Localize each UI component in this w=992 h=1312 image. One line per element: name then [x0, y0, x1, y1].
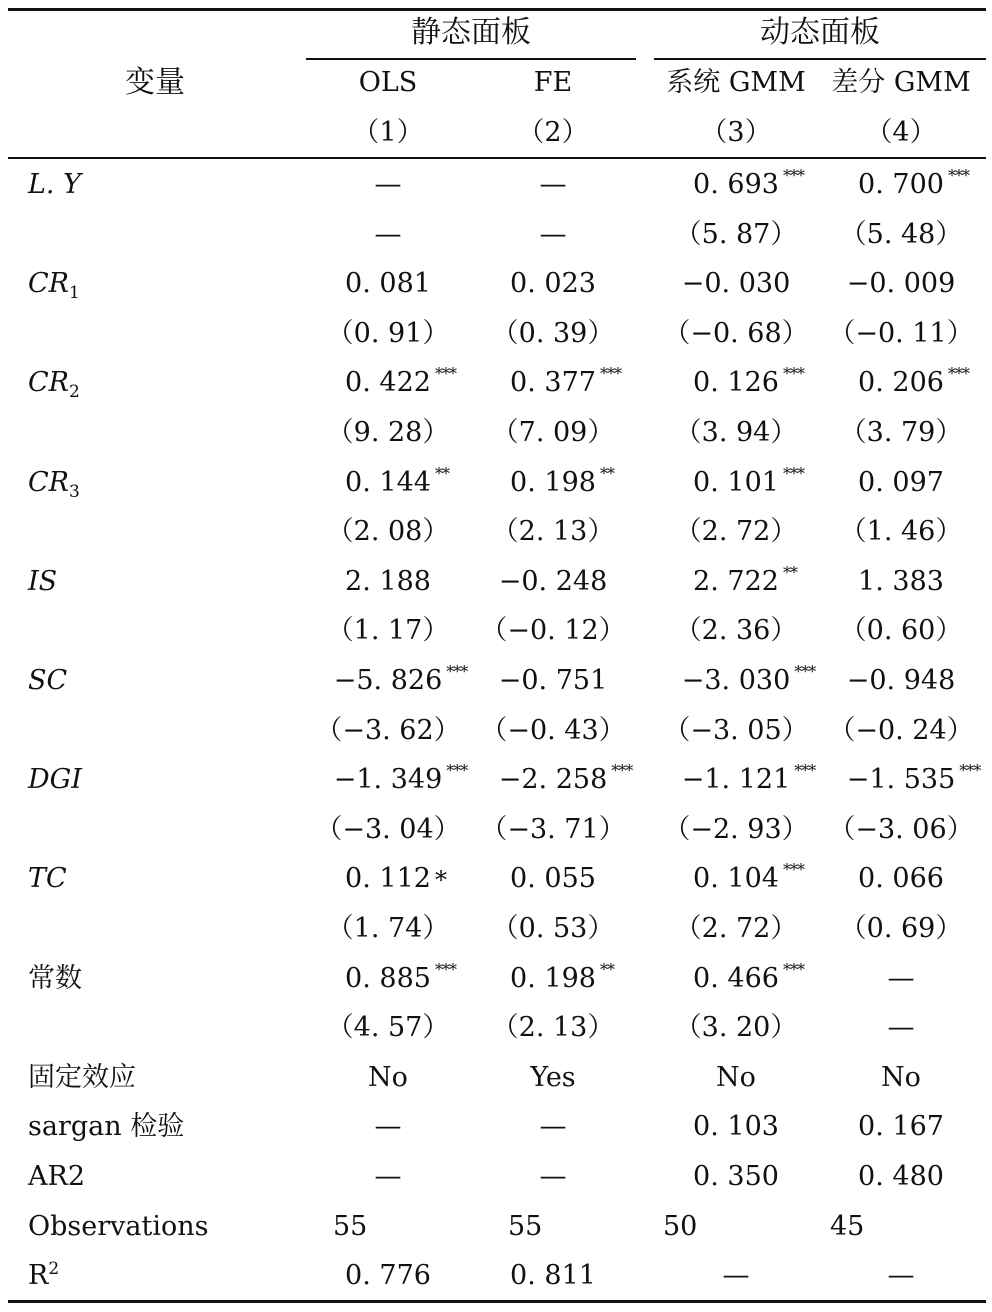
significance-stars: *** — [782, 463, 804, 483]
table-cell: 0. 206 — [858, 367, 944, 399]
header-rule — [8, 157, 986, 159]
static-group-rule — [306, 58, 636, 60]
row-label — [28, 664, 67, 698]
table-cell: （−0. 12） — [480, 615, 626, 647]
table-cell: （2. 13） — [491, 1012, 615, 1044]
row-label-text: 固定效应 — [28, 1061, 136, 1093]
row-label — [28, 1061, 136, 1095]
significance-stars: *** — [611, 761, 633, 781]
significance-stars: *** — [947, 364, 969, 384]
row-label — [28, 1210, 209, 1244]
table-cell: 0. 104 — [693, 863, 779, 895]
row-label-superscript: 2 — [48, 1259, 60, 1280]
table-cell: （2. 08） — [326, 516, 450, 548]
table-cell: （3. 20） — [674, 1012, 798, 1044]
table-cell: （0. 53） — [491, 913, 615, 944]
table-cell: （0. 69） — [839, 913, 963, 944]
row-label — [28, 366, 80, 403]
table-cell: −3. 030 — [681, 665, 791, 696]
table-cell: （−2. 93） — [663, 813, 809, 845]
row-label-text: L. Y — [28, 169, 81, 200]
table-cell: 0. 377 — [510, 367, 596, 399]
table-cell: 45 — [830, 1210, 865, 1242]
table-cell: （−3. 05） — [663, 714, 809, 746]
header-group-dynamic: 动态面板 — [760, 15, 880, 50]
table-cell: 0. 101 — [693, 466, 779, 498]
table-cell: （−0. 11） — [828, 317, 974, 349]
header-num-1: （1） — [352, 117, 424, 148]
header-col-1: OLS — [358, 67, 418, 98]
row-label — [28, 466, 80, 500]
table-cell: （7. 09） — [491, 417, 615, 448]
header-num-4: （4） — [865, 117, 937, 148]
table-cell: 0. 350 — [693, 1161, 779, 1192]
table-cell: （−3. 06） — [828, 813, 974, 845]
table-cell: （0. 39） — [491, 317, 615, 349]
row-label-subscript: 3 — [69, 481, 80, 502]
row-label-text: SC — [28, 665, 68, 696]
row-label-text: sargan 检验 — [28, 1111, 185, 1143]
table-cell: 50 — [663, 1210, 698, 1242]
row-label-text: IS — [28, 565, 58, 597]
row-label-text: CR — [28, 268, 69, 300]
table-cell: 0. 422 — [345, 367, 431, 399]
row-label — [28, 1259, 59, 1293]
table-cell: （−0. 24） — [828, 714, 974, 746]
table-cell: — — [539, 169, 567, 200]
table-cell: 0. 466 — [693, 962, 779, 994]
table-cell: −1. 349 — [333, 764, 443, 796]
table-cell: −1. 535 — [846, 764, 956, 796]
table-cell: （1. 46） — [839, 516, 963, 548]
table-cell: 0. 693 — [693, 169, 779, 200]
row-label — [28, 962, 82, 996]
table-cell: 0. 103 — [693, 1111, 779, 1143]
table-cell: — — [539, 1111, 567, 1143]
table-cell: （9. 28） — [326, 417, 450, 448]
row-label-text: Observations — [28, 1210, 209, 1242]
header-col-3: 系统 GMM — [666, 67, 806, 98]
row-label-text: 常数 — [28, 962, 82, 994]
table-cell: （2. 36） — [674, 615, 798, 647]
table-cell: 0. 198 — [510, 466, 596, 498]
table-cell: 0. 776 — [345, 1260, 431, 1292]
table-cell: — — [539, 1161, 567, 1192]
table-cell: （5. 87） — [674, 218, 798, 250]
significance-stars: ** — [599, 463, 614, 483]
top-rule — [8, 8, 986, 11]
table-cell: 0. 097 — [858, 466, 944, 498]
table-cell: （4. 57） — [326, 1012, 450, 1044]
table-cell: 55 — [333, 1210, 368, 1242]
header-col-4: 差分 GMM — [831, 67, 971, 98]
table-cell: −0. 030 — [681, 268, 791, 300]
table-cell: 0. 081 — [345, 268, 431, 300]
table-cell: （−3. 62） — [315, 714, 461, 746]
significance-stars: *** — [782, 364, 804, 384]
table-cell: 0. 066 — [858, 863, 944, 895]
table-cell: 0. 198 — [510, 962, 596, 994]
table-cell: −2. 258 — [498, 764, 608, 796]
table-cell: 0. 700 — [858, 169, 944, 200]
table-cell: （2. 72） — [674, 913, 798, 944]
table-cell: 0. 885 — [345, 962, 431, 994]
significance-stars: *** — [794, 761, 816, 781]
significance-stars: *** — [446, 662, 468, 681]
table-cell: （0. 91） — [326, 317, 450, 349]
table-cell: — — [887, 1012, 915, 1044]
table-cell: 0. 144 — [345, 466, 431, 498]
table-cell: −1. 121 — [681, 764, 791, 796]
row-label — [28, 862, 67, 896]
table-cell: — — [374, 169, 402, 200]
table-cell: −0. 948 — [846, 665, 956, 696]
table-cell: （5. 48） — [839, 218, 963, 250]
significance-stars: ** — [434, 463, 449, 483]
row-label — [28, 763, 82, 797]
table-cell: 55 — [508, 1210, 543, 1242]
row-label — [28, 1160, 85, 1194]
table-cell: Yes — [530, 1061, 576, 1093]
table-cell: 2. 188 — [345, 565, 431, 597]
table-cell: No — [881, 1061, 921, 1093]
table-cell: （3. 79） — [839, 417, 963, 448]
significance-stars: *** — [947, 166, 969, 185]
significance-stars: *** — [599, 364, 621, 384]
significance-stars: *** — [434, 364, 456, 384]
significance-stars: *** — [782, 860, 804, 880]
table-cell: （1. 74） — [326, 913, 450, 944]
table-cell: （−3. 04） — [315, 813, 461, 845]
table-cell: No — [368, 1061, 408, 1093]
significance-stars: *** — [782, 959, 804, 979]
significance-stars: *** — [782, 166, 804, 185]
table-cell: 0. 055 — [510, 863, 596, 895]
table-cell: 0. 126 — [693, 367, 779, 399]
table-cell: （0. 60） — [839, 615, 963, 647]
table-cell: −0. 248 — [498, 565, 608, 597]
table-cell: — — [722, 1260, 750, 1292]
row-label — [28, 1110, 184, 1144]
row-label-text: CR — [28, 466, 69, 498]
table-cell: 0. 811 — [510, 1260, 596, 1292]
regression-table — [8, 0, 986, 1312]
significance-stars: *** — [434, 959, 456, 979]
table-cell: 0. 112 — [345, 863, 431, 895]
table-cell: 0. 023 — [510, 268, 596, 300]
dynamic-group-rule — [654, 58, 986, 60]
row-label-subscript: 1 — [69, 283, 80, 304]
significance-stars: ** — [599, 959, 614, 979]
header-col-2: FE — [533, 67, 573, 98]
table-cell: −0. 009 — [846, 268, 956, 300]
row-label-subscript: 2 — [69, 382, 80, 403]
table-cell: （1. 17） — [326, 615, 450, 647]
table-cell: （2. 72） — [674, 516, 798, 548]
table-cell: （−3. 71） — [480, 813, 626, 845]
row-label — [28, 565, 57, 599]
significance-stars: ** — [782, 562, 797, 582]
significance-stars: * — [434, 866, 446, 895]
row-label-text: AR2 — [28, 1161, 86, 1192]
table-cell: （−0. 43） — [480, 714, 626, 746]
row-label-text: CR — [28, 367, 69, 399]
table-cell: No — [716, 1061, 756, 1093]
table-cell: −5. 826 — [333, 665, 443, 696]
table-cell: 1. 383 — [858, 565, 944, 597]
header-variable: 变量 — [125, 65, 185, 100]
significance-stars: *** — [959, 761, 981, 781]
table-cell: （−0. 68） — [663, 317, 809, 349]
table-cell: — — [887, 1260, 915, 1292]
header-num-2: （2） — [517, 117, 589, 148]
row-label-text: R — [28, 1260, 49, 1292]
row-label — [28, 168, 81, 202]
table-cell: 0. 480 — [858, 1161, 944, 1192]
table-cell: −0. 751 — [498, 665, 608, 696]
row-label-text: TC — [28, 863, 67, 895]
header-group-static: 静态面板 — [411, 15, 531, 50]
header-num-3: （3） — [700, 117, 772, 148]
row-label-text: DGI — [28, 764, 82, 796]
table-cell: — — [539, 218, 567, 250]
significance-stars: *** — [794, 662, 816, 681]
table-cell: — — [374, 1161, 402, 1192]
table-cell: （3. 94） — [674, 417, 798, 448]
table-cell: 2. 722 — [693, 565, 779, 597]
table-cell: （2. 13） — [491, 516, 615, 548]
table-cell: — — [374, 218, 402, 250]
table-cell: 0. 167 — [858, 1111, 944, 1143]
bottom-rule — [8, 1300, 986, 1303]
row-label — [28, 267, 80, 304]
table-cell: — — [374, 1111, 402, 1143]
significance-stars: *** — [446, 761, 468, 781]
table-cell: — — [887, 962, 915, 994]
